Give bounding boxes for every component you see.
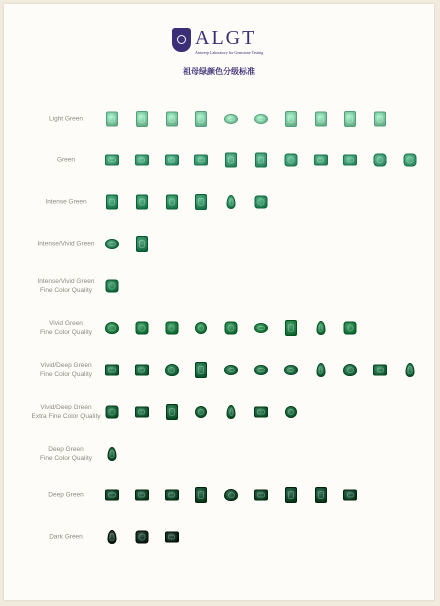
emerald-sq-icon: [255, 196, 268, 209]
emerald-round-icon: [285, 406, 297, 418]
emerald-heart-icon: [105, 322, 119, 334]
emerald-pear-icon: [316, 321, 325, 335]
emerald-rect-icon: [166, 112, 178, 127]
row-label: Vivid Green Fine Color Quality: [39, 320, 93, 336]
emerald-octa-icon: [254, 407, 268, 418]
row-label: Intense/Vivid Green: [37, 240, 95, 248]
shield-icon: [172, 28, 191, 52]
emerald-tall-icon: [195, 362, 207, 378]
emerald-rect-icon: [106, 112, 118, 127]
emerald-pear-icon: [406, 363, 415, 377]
emerald-cush-icon: [404, 154, 417, 167]
emerald-pear-icon: [227, 405, 236, 419]
emerald-sq-icon: [344, 322, 357, 335]
row-label: Vivid/Deep Green Fine Color Quality: [39, 362, 93, 378]
emerald-pear-icon: [108, 447, 117, 461]
emerald-oval-icon: [224, 114, 238, 124]
emerald-octa-icon: [135, 155, 149, 166]
emerald-tall-icon: [136, 111, 148, 127]
emerald-rect-icon: [315, 112, 327, 127]
emerald-round-icon: [195, 406, 207, 418]
emerald-sq-icon: [135, 531, 148, 544]
row-label: Dark Green: [49, 533, 83, 541]
emerald-tall-icon: [195, 194, 207, 210]
emerald-tall-icon: [285, 320, 297, 336]
emerald-rect-icon: [136, 195, 148, 210]
emerald-octa-icon: [343, 490, 357, 501]
emerald-tall-icon: [285, 111, 297, 127]
emerald-octa-icon: [105, 155, 119, 166]
emerald-octa-icon: [254, 490, 268, 501]
brand-subtitle: Antwerp Laboratory for Gemstone Testing: [195, 50, 264, 55]
emerald-oval-icon: [254, 323, 268, 333]
emerald-oval-icon: [254, 114, 268, 124]
emerald-tall-icon: [136, 236, 148, 252]
algt-logo: [172, 28, 263, 55]
emerald-oval-icon: [224, 365, 238, 375]
emerald-round-icon: [195, 322, 207, 334]
emerald-octa-icon: [194, 155, 208, 166]
emerald-octa-icon: [165, 532, 179, 543]
emerald-rect-icon: [225, 153, 237, 168]
emerald-octa-icon: [343, 155, 357, 166]
row-label: Deep Green Fine Color Quality: [39, 446, 93, 462]
emerald-sq-icon: [135, 322, 148, 335]
emerald-cush-icon: [225, 322, 238, 335]
emerald-sq-icon: [284, 154, 297, 167]
emerald-octa-icon: [105, 365, 119, 376]
row-label: Vivid/Deep Green Extra Fine Color Quality: [31, 404, 101, 420]
emerald-tall-icon: [195, 111, 207, 127]
emerald-heart-icon: [165, 364, 179, 376]
emerald-octa-icon: [373, 365, 387, 376]
emerald-pear-icon: [316, 363, 325, 377]
row-label: Intense/Vivid Green Fine Color Quality: [37, 278, 95, 294]
emerald-octa-icon: [165, 155, 179, 166]
emerald-rect-icon: [374, 112, 386, 127]
emerald-octa-icon: [105, 490, 119, 501]
emerald-tall-icon: [315, 487, 327, 503]
emerald-tall-icon: [166, 404, 178, 420]
row-label: Light Green: [49, 115, 83, 123]
emerald-oval-icon: [284, 365, 298, 375]
emerald-octa-icon: [135, 365, 149, 376]
emerald-octa-icon: [314, 155, 328, 166]
emerald-octa-icon: [135, 407, 149, 418]
emerald-rect-icon: [106, 195, 118, 210]
emerald-oval-icon: [254, 365, 268, 375]
emerald-octa-icon: [135, 490, 149, 501]
emerald-sq-icon: [165, 322, 178, 335]
emerald-heart-icon: [343, 364, 357, 376]
row-label: Deep Green: [48, 491, 84, 499]
row-label: Green: [56, 156, 76, 164]
emerald-pear-icon: [108, 530, 117, 544]
emerald-sq-icon: [106, 406, 119, 419]
emerald-tall-icon: [285, 487, 297, 503]
page-title: 祖母绿颜色分级标准: [183, 67, 255, 76]
emerald-tall-icon: [344, 111, 356, 127]
brand-name: ALGT: [195, 27, 257, 49]
row-label: Intense Green: [45, 198, 87, 206]
emerald-rect-icon: [255, 153, 267, 168]
emerald-oval-icon: [105, 239, 119, 249]
emerald-rect-icon: [166, 195, 178, 210]
grading-chart-sheet: [4, 4, 434, 600]
emerald-octa-icon: [165, 490, 179, 501]
emerald-heart-icon: [224, 489, 238, 501]
emerald-sq-icon: [106, 280, 119, 293]
emerald-pear-icon: [227, 195, 236, 209]
emerald-cush-icon: [374, 154, 387, 167]
emerald-tall-icon: [195, 487, 207, 503]
